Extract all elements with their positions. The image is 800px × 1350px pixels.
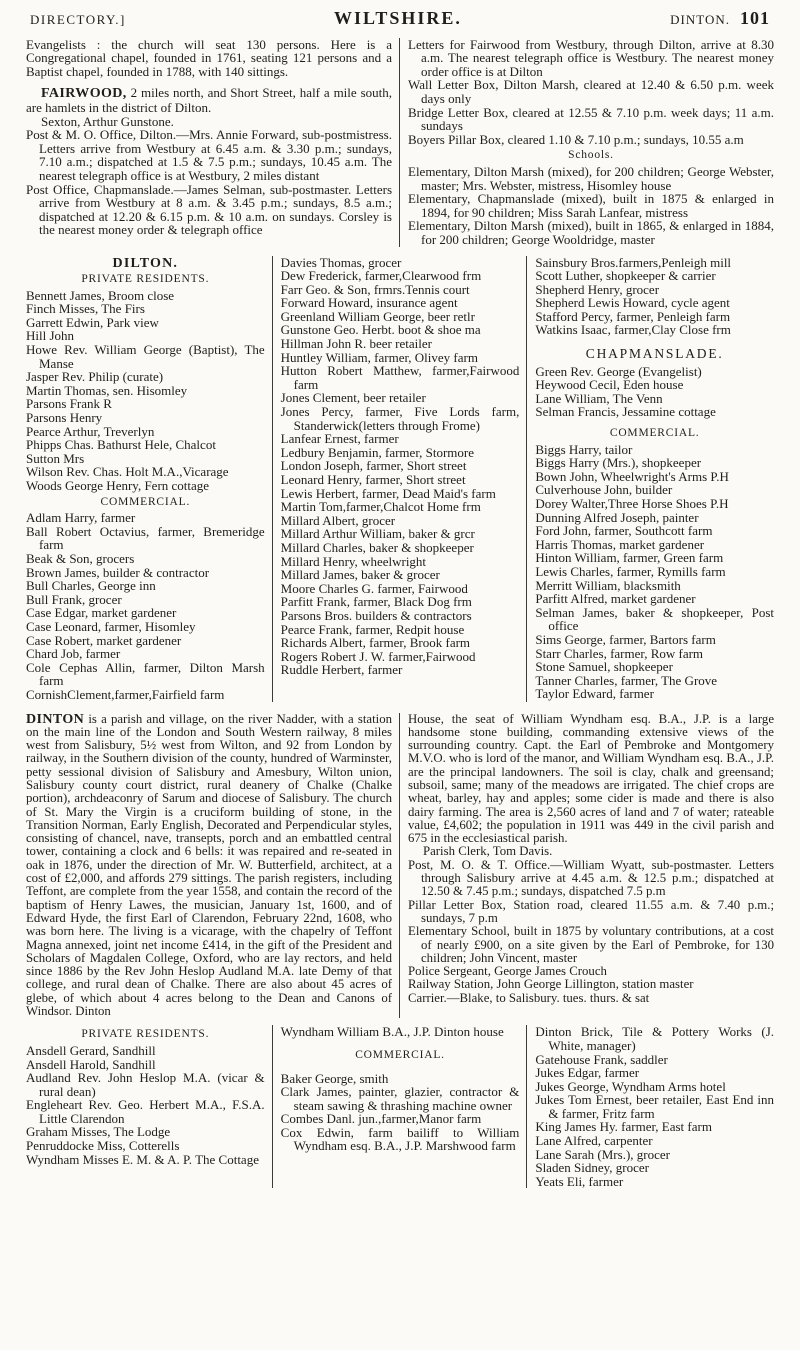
paragraph-lead: DINTON xyxy=(26,711,85,727)
header-place-and-page xyxy=(670,8,770,28)
dinton-description-right xyxy=(399,713,774,1019)
list-item: Bull Frank, grocer xyxy=(26,591,122,607)
top-right-column xyxy=(399,38,774,247)
list-item: Stone Samuel, shopkeeper xyxy=(535,659,673,675)
list-item: Lane Sarah (Mrs.), grocer xyxy=(535,1146,670,1162)
paragraph: FAIRWOOD, 2 miles north, and Short Street, half a mile south, are hamlets in the district of Dilton. xyxy=(26,85,392,115)
list-item: Shepherd Lewis Howard, cycle agent xyxy=(535,295,730,311)
list-item: Finch Misses, The Firs xyxy=(26,301,145,317)
list-item: Sladen Sidney, grocer xyxy=(535,1160,649,1176)
section-heading: COMMERCIAL. xyxy=(609,427,700,440)
header-place-name: DINTON. xyxy=(670,12,730,27)
list-item: Letters for Fairwood from Westbury, through Dilton, arrive at 8.30 a.m. The nearest telegraph office is Westbury. The nearest money order office is at Dilton xyxy=(408,36,774,79)
list-item: Dorey Walter,Three Horse Shoes P.H xyxy=(535,496,729,511)
list-item: Biggs Harry, tailor xyxy=(535,441,633,457)
list-item: Yeats Eli, farmer xyxy=(535,1173,624,1189)
list-item: Brown James, builder & contractor xyxy=(26,564,210,580)
list-item: Parsons Frank R xyxy=(26,396,112,412)
list-item: Starr Charles, farmer, Row farm xyxy=(535,645,704,661)
list-item: Stafford Percy, farmer, Penleigh farm xyxy=(535,308,731,324)
list-item: Clark James, painter, glazier, contractor & steam sawing & thrashing machine owner xyxy=(280,1084,520,1113)
list-item: Elementary School, built in 1875 by voluntary contributions, at a cost of nearly £900, on a site given by the Earl of Pembroke, for 130 children; John Vincent, master xyxy=(408,924,774,965)
list-item: Ansdell Harold, Sandhill xyxy=(26,1056,156,1072)
list-item: Green Rev. George (Evangelist) xyxy=(535,363,702,379)
list-item: Heywood Cecil, Eden house xyxy=(535,377,684,393)
list-item: Merritt William, blacksmith xyxy=(535,577,681,593)
list-item: Culverhouse John, builder xyxy=(535,482,673,498)
publication-title: WILTSHIRE. xyxy=(334,8,462,28)
list-item: Pillar Letter Box, Station road, cleared 11.55 a.m. & 7.40 p.m.; sundays, 7 p.m xyxy=(408,897,774,925)
list-item: Woods George Henry, Fern cottage xyxy=(26,478,210,493)
list-item: Watkins Isaac, farmer,Clay Close frm xyxy=(535,322,731,338)
postal-and-schools-section xyxy=(26,38,774,247)
list-item: Hillman John R. beer retailer xyxy=(280,336,432,352)
list-item: Ball Robert Octavius, farmer, Bremeridge farm xyxy=(26,523,265,553)
list-item: Jukes Tom Ernest, beer retailer, East End inn & farmer, Fritz farm xyxy=(535,1092,775,1121)
list-item: Moore Charles G. farmer, Fairwood xyxy=(280,580,468,596)
list-item: Police Sergeant, George James Crouch xyxy=(408,964,607,979)
list-item: Shepherd Henry, grocer xyxy=(535,281,660,297)
list-item: Davies Thomas, grocer xyxy=(280,254,402,270)
list-item: Jones Percy, farmer, Five Lords farm, Standerwick(letters through Frome) xyxy=(280,404,520,433)
dilton-column-2 xyxy=(272,256,527,702)
list-item: Howe Rev. William George (Baptist), The Manse xyxy=(26,342,265,371)
list-item: Hutton Robert Matthew, farmer,Fairwood farm xyxy=(280,363,520,392)
list-item: Case Leonard, farmer, Hisomley xyxy=(26,618,196,634)
list-item: Elementary, Chapmanslade (mixed), built in 1875 & enlarged in 1894, for 90 children; Miss Sarah Lanfear, mistress xyxy=(408,191,774,220)
section-heading: PRIVATE RESIDENTS. xyxy=(81,273,210,286)
list-item: Wyndham Misses E. M. & A. P. The Cottage xyxy=(26,1151,259,1167)
list-item: Hinton William, farmer, Green farm xyxy=(535,550,724,566)
list-item: Case Robert, market gardener xyxy=(26,632,182,648)
list-item: Huntley William, farmer, Olivey farm xyxy=(280,349,478,365)
list-item: Forward Howard, insurance agent xyxy=(280,295,458,311)
list-item: Lane William, The Venn xyxy=(535,390,663,406)
list-item: London Joseph, farmer, Short street xyxy=(280,458,467,474)
list-item: Taylor Edward, farmer xyxy=(535,686,654,702)
place-heading: CHAPMANSLADE. xyxy=(585,346,724,362)
list-item: Millard Charles, baker & shopkeeper xyxy=(280,539,474,555)
list-item: Parfitt Alfred, market gardener xyxy=(535,591,696,607)
list-item: Ruddle Herbert, farmer xyxy=(280,662,403,678)
list-item: King James Hy. farmer, East farm xyxy=(535,1119,712,1135)
list-item: CornishClement,farmer,Fairfield farm xyxy=(26,686,225,702)
list-item: Dew Frederick, farmer,Clearwood frm xyxy=(280,268,482,284)
paragraph: Evangelists : the church will seat 130 persons. Here is a Congregational chapel, founded in 1761, seating 121 persons and a Baptist chapel, founded in 1788, with 140 sittings. xyxy=(26,36,392,79)
list-item: Chard Job, farmer xyxy=(26,646,121,662)
list-item: Selman Francis, Jessamine cottage xyxy=(535,404,716,420)
list-item: Ansdell Gerard, Sandhill xyxy=(26,1042,156,1058)
list-item: Penruddocke Miss, Cotterells xyxy=(26,1138,180,1154)
list-item: Rogers Robert J. W. farmer,Fairwood xyxy=(280,648,476,664)
dilton-listings-section xyxy=(26,256,774,702)
list-item: Case Edgar, market gardener xyxy=(26,605,177,621)
header-directory-label: DIRECTORY.] xyxy=(30,12,126,27)
list-item: Audland Rev. John Heslop M.A. (vicar & rural dean) xyxy=(26,1070,265,1099)
list-item: Post, M. O. & T. Office.—William Wyatt, sub-postmaster. Letters through Salisbury arrive at 4.45 a.m. & 12.5 p.m.; dispatched at 12.50 & 7.45 p.m.; sundays, dispatched 7.5 p.m xyxy=(408,857,774,899)
dilton-column-1 xyxy=(26,256,272,702)
list-item: Selman James, baker & shopkeeper, Post office xyxy=(535,604,775,634)
list-item: Lane Alfred, carpenter xyxy=(535,1133,653,1149)
list-item: Ford John, farmer, Southcott farm xyxy=(535,523,713,539)
list-item: Jukes Edgar, farmer xyxy=(535,1065,640,1081)
list-item: Carrier.—Blake, to Salisbury. tues. thurs. & sat xyxy=(408,990,650,1005)
list-item: Wyndham William B.A., J.P. Dinton house xyxy=(280,1024,504,1040)
list-item: Dinton Brick, Tile & Pottery Works (J. White, manager) xyxy=(535,1024,775,1053)
list-item: Richards Albert, farmer, Brook farm xyxy=(280,635,471,651)
list-item: Ledbury Benjamin, farmer, Stormore xyxy=(280,444,475,460)
list-item: Jasper Rev. Philip (curate) xyxy=(26,369,164,385)
list-item: Post & M. O. Office, Dilton.—Mrs. Annie Forward, sub-postmistress. Letters arrive from Westbury at 6.45 a.m. & 3.30 p.m.; sundays, 7.10 a.m.; dispatched at 1.5 & 7.5 p.m.; sundays, 10.45 a.m. The nearest telegraph office is at Westbury, 2 miles distant xyxy=(26,127,392,183)
list-item: Bennett James, Broom close xyxy=(26,287,175,303)
list-item: Elementary, Dilton Marsh (mixed), for 200 children; George Webster, master; Mrs. Webster, mistress, Hisomley house xyxy=(408,163,774,193)
list-item: Sexton, Arthur Gunstone. xyxy=(41,113,174,129)
dinton-description-left xyxy=(26,713,399,1019)
section-heading: Schools. xyxy=(568,149,614,162)
list-item: Leonard Henry, farmer, Short street xyxy=(280,472,466,487)
section-heading: COMMERCIAL. xyxy=(100,495,191,508)
paragraph-lead: FAIRWOOD, xyxy=(41,86,127,102)
dinton-column-2 xyxy=(272,1025,527,1188)
list-item: Engleheart Rev. Geo. Herbert M.A., F.S.A. Little Clarendon xyxy=(26,1097,265,1126)
dinton-column-1 xyxy=(26,1025,272,1188)
list-item: Jones Clement, beer retailer xyxy=(280,390,426,406)
dinton-column-3 xyxy=(526,1025,774,1188)
list-item: Millard James, baker & grocer xyxy=(280,567,440,583)
list-item: Parish Clerk, Tom Davis. xyxy=(423,844,553,859)
page-number: 101 xyxy=(739,8,770,28)
list-item: Tanner Charles, farmer, The Grove xyxy=(535,672,718,688)
list-item: Dunning Alfred Joseph, painter xyxy=(535,509,699,525)
list-item: Baker George, smith xyxy=(280,1070,389,1086)
list-item: Bridge Letter Box, cleared at 12.55 & 7.10 p.m. week days; 11 a.m. sundays xyxy=(408,104,774,134)
paragraph: DINTON is a parish and village, on the river Nadder, with a station on the main line of the London and South Western railway, 8 miles west from Salisbury, 5½ west from Wilton, and 92 from London by railway, in the Southern division of the county, hundred of Warminster, petty sessional division of Salisbury and Amesbury, Wilton union, Salisbury county court district, rural deanery of Chalke (Chalke portion), archdeaconry of Sarum and diocese of Salisbury. The church of St. Mary the Virgin is a cruciform building of stone, in the Transition Norman, Early English, Decorated and Perpendicular styles, consisting of chancel, nave, transepts, porch and an embattled central tower, containing a clock and 6 bells: it was repaired and re-seated in oak in 1876, under the direction of Mr. W. Butterfield, architect, at a cost of £2,000, and affords 279 sittings. The parish registers, including Teffont, are complete from the year 1558, and contain the record of the baptism of Henry Lawes, the musician, January 1st, 1600, and of Edward Hyde, the first Earl of Clarendon, February 22nd, 1608, who was born here. The living is a vicarage, with the chapelry of Teffont Magna annexed, joint net income £414, in the gift of the President and Scholars of Magdalen College, Oxford, who are lay rectors, and held since 1886 by the Rev John Heslop Audland M.A. late Demy of that college, and rural dean of Chalke. There are also about 45 acres of glebe, of which about 4 acres belong to the Dean and Canons of Windsor. Dinton xyxy=(26,711,392,1019)
list-item: Bown John, Wheelwright's Arms P.H xyxy=(535,468,729,484)
list-item: Scott Luther, shopkeeper & carrier xyxy=(535,268,716,284)
list-item: Parsons Bros. builders & contractors xyxy=(280,607,472,623)
list-item: Parsons Henry xyxy=(26,410,103,426)
list-item: Beak & Son, grocers xyxy=(26,550,135,566)
list-item: Lewis Herbert, farmer, Dead Maid's farm xyxy=(280,485,496,501)
list-item: Farr Geo. & Son, frmrs.Tennis court xyxy=(280,281,470,297)
section-heading: PRIVATE RESIDENTS. xyxy=(81,1028,210,1041)
list-item: Pearce Arthur, Treverlyn xyxy=(26,423,155,439)
list-item: Elementary, Dilton Marsh (mixed), built in 1865, & enlarged in 1884, for 200 children; George Wooldridge, master xyxy=(408,218,774,247)
list-item: Cole Cephas Allin, farmer, Dilton Marsh farm xyxy=(26,659,265,689)
list-item: Lanfear Ernest, farmer xyxy=(280,431,399,447)
list-item: Graham Misses, The Lodge xyxy=(26,1124,171,1140)
list-item: Phipps Chas. Bathurst Hele, Chalcot xyxy=(26,437,216,453)
list-item: Biggs Harry (Mrs.), shopkeeper xyxy=(535,455,702,471)
dilton-column-3 xyxy=(526,256,774,702)
paragraph: House, the seat of William Wyndham esq. B.A., J.P. is a large handsome stone building, commanding extensive views of the surrounding country. Capt. the Earl of Pembroke and Montgomery M.V.O. who is lord of the manor, and William Wyndham esq. B.A., J.P. are the principal landowners. The soil is clay, chalk and greensand; subsoil, same; many of the meadows are irrigated. The chief crops are wheat, barley, hay and apples; some cider is made and there is also dairy farming. The area is 2,560 acres of land and 7 of water; rateable value, £4,602; the population in 1911 was 449 in the civil parish and 675 in the ecclesiastical parish. xyxy=(408,711,774,846)
list-item: Millard Albert, grocer xyxy=(280,512,396,528)
list-item: Post Office, Chapmanslade.—James Selman, sub-postmaster. Letters arrive from Westbury at 8 a.m. & 3.45 p.m.; sundays, 8.5 a.m.; dispatched at 12.20 & 6.15 p.m. & 10 a.m. on sundays. Corsley is the nearest money order & telegraph office xyxy=(26,181,392,238)
list-item: Sainsbury Bros.farmers,Penleigh mill xyxy=(535,254,732,270)
list-item: Bull Charles, George inn xyxy=(26,578,156,594)
list-item: Boyers Pillar Box, cleared 1.10 & 7.10 p.m.; sundays, 10.55 a.m xyxy=(408,131,744,147)
dinton-description-section xyxy=(26,713,774,1019)
list-item: Martin Thomas, sen. Hisomley xyxy=(26,382,188,398)
list-item: Martin Tom,farmer,Chalcot Home frm xyxy=(280,499,481,515)
list-item: Greenland William George, beer retlr xyxy=(280,308,475,324)
list-item: Cox Edwin, farm bailiff to William Wyndham esq. B.A., J.P. Marshwood farm xyxy=(280,1124,520,1154)
list-item: Gatehouse Frank, saddler xyxy=(535,1051,668,1067)
top-left-column xyxy=(26,38,399,247)
list-item: Gunstone Geo. Herbt. boot & shoe ma xyxy=(280,322,481,338)
list-item: Lewis Charles, farmer, Rymills farm xyxy=(535,563,726,579)
dinton-listings-section xyxy=(26,1025,774,1188)
list-item: Railway Station, John George Lillington, station master xyxy=(408,977,694,992)
list-item: Pearce Frank, farmer, Redpit house xyxy=(280,621,465,637)
list-item: Wilson Rev. Chas. Holt M.A.,Vicarage xyxy=(26,464,229,480)
list-item: Harris Thomas, market gardener xyxy=(535,536,705,552)
list-item: Sutton Mrs xyxy=(26,450,85,466)
list-item: Garrett Edwin, Park view xyxy=(26,314,159,330)
list-item: Millard Arthur William, baker & grcr xyxy=(280,526,475,542)
section-heading: COMMERCIAL. xyxy=(355,1048,445,1061)
list-item: Combes Danl. jun.,farmer,Manor farm xyxy=(280,1111,482,1127)
list-item: Hill John xyxy=(26,328,75,344)
place-heading: DILTON. xyxy=(112,255,179,271)
list-item: Parfitt Frank, farmer, Black Dog frm xyxy=(280,594,472,610)
list-item: Wall Letter Box, Dilton Marsh, cleared at 12.40 & 6.50 p.m. week days only xyxy=(408,77,774,106)
list-item: Adlam Harry, farmer xyxy=(26,510,136,526)
list-item: Millard Henry, wheelwright xyxy=(280,553,427,569)
list-item: Sims George, farmer, Bartors farm xyxy=(535,631,716,647)
list-item: Jukes George, Wyndham Arms hotel xyxy=(535,1078,726,1094)
page-header xyxy=(26,10,774,27)
